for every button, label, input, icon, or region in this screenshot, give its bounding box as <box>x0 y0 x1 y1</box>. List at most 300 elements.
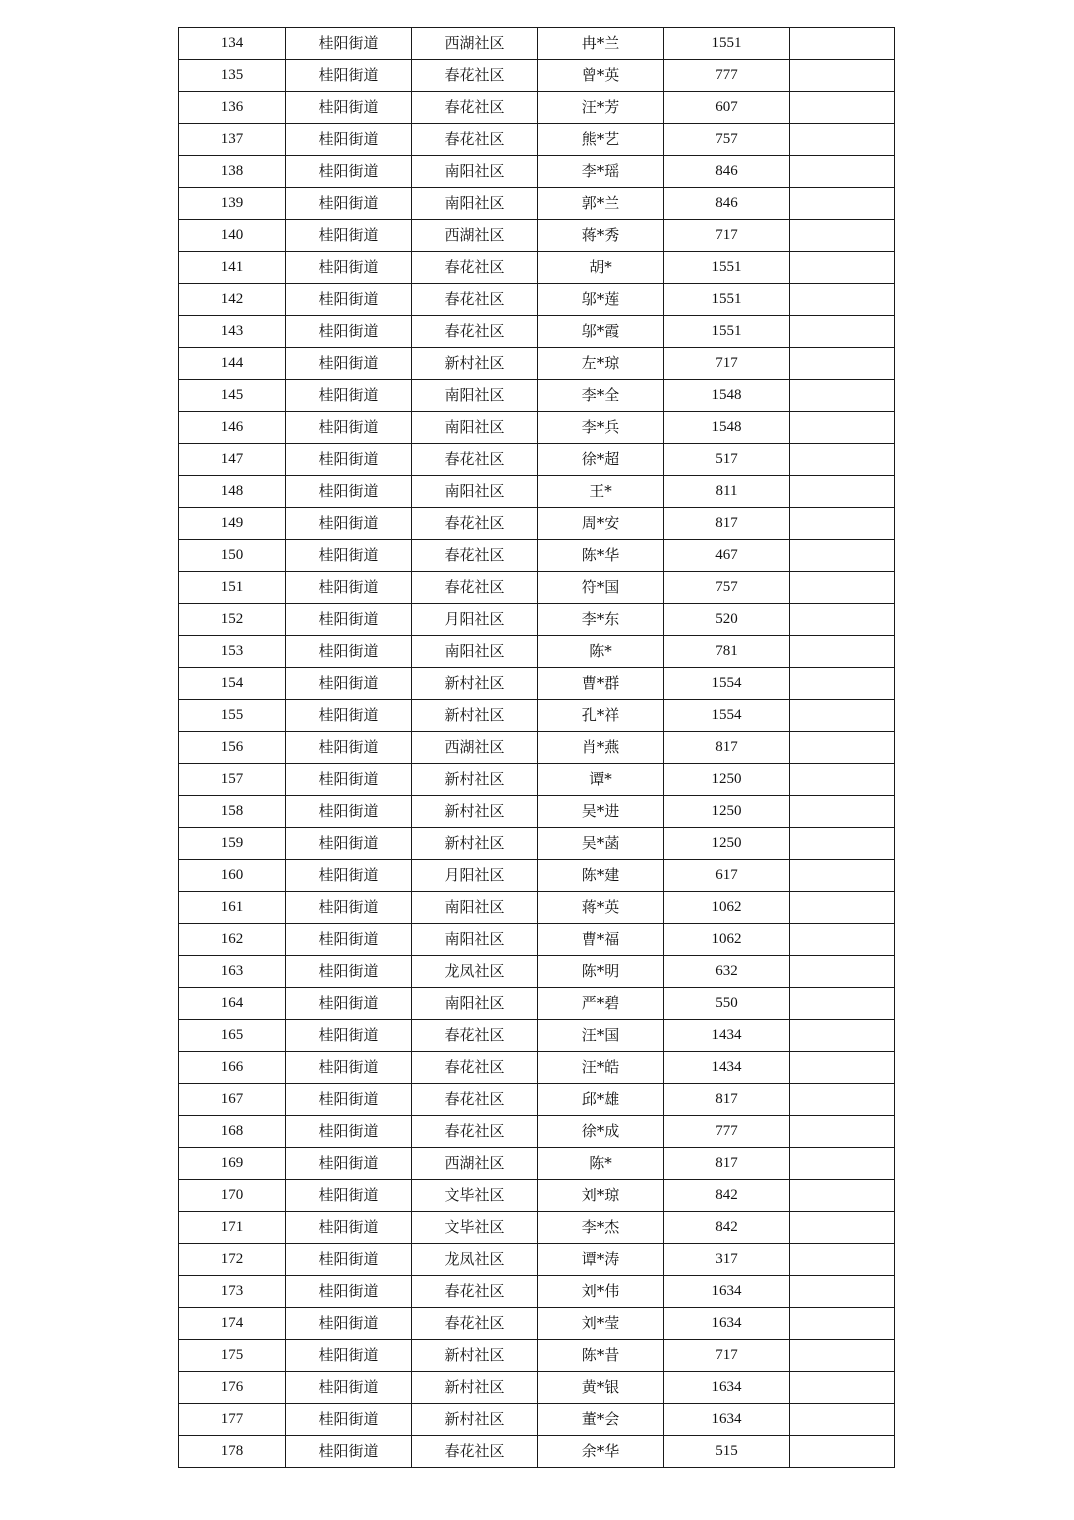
table-row <box>179 508 895 540</box>
cell-row-number: 151 <box>179 572 286 604</box>
cell-community: 春花社区 <box>412 1020 538 1052</box>
cell-name: 陈* <box>538 636 664 668</box>
cell-row-number: 150 <box>179 540 286 572</box>
cell-community: 西湖社区 <box>412 1148 538 1180</box>
cell-community: 南阳社区 <box>412 988 538 1020</box>
cell-name: 徐*超 <box>538 444 664 476</box>
cell-name: 谭* <box>538 764 664 796</box>
cell-row-number: 146 <box>179 412 286 444</box>
cell-community: 西湖社区 <box>412 220 538 252</box>
cell-amount: 781 <box>664 636 790 668</box>
cell-community: 月阳社区 <box>412 860 538 892</box>
cell-community: 西湖社区 <box>412 732 538 764</box>
cell-community: 春花社区 <box>412 1308 538 1340</box>
table-row <box>179 1436 895 1468</box>
cell-row-number: 163 <box>179 956 286 988</box>
table-row <box>179 28 895 60</box>
cell-name: 邱*雄 <box>538 1084 664 1116</box>
table-row <box>179 188 895 220</box>
table-row <box>179 476 895 508</box>
cell-row-number: 144 <box>179 348 286 380</box>
cell-street: 桂阳街道 <box>286 188 412 220</box>
cell-street: 桂阳街道 <box>286 604 412 636</box>
cell-amount: 846 <box>664 156 790 188</box>
cell-note <box>790 412 895 444</box>
cell-name: 陈*昔 <box>538 1340 664 1372</box>
cell-street: 桂阳街道 <box>286 732 412 764</box>
cell-row-number: 157 <box>179 764 286 796</box>
cell-row-number: 149 <box>179 508 286 540</box>
cell-amount: 1554 <box>664 700 790 732</box>
cell-row-number: 138 <box>179 156 286 188</box>
cell-name: 李*兵 <box>538 412 664 444</box>
cell-row-number: 158 <box>179 796 286 828</box>
cell-street: 桂阳街道 <box>286 1116 412 1148</box>
cell-amount: 1250 <box>664 796 790 828</box>
cell-row-number: 152 <box>179 604 286 636</box>
cell-community: 南阳社区 <box>412 380 538 412</box>
cell-street: 桂阳街道 <box>286 476 412 508</box>
cell-note <box>790 284 895 316</box>
cell-street: 桂阳街道 <box>286 92 412 124</box>
cell-row-number: 143 <box>179 316 286 348</box>
cell-street: 桂阳街道 <box>286 988 412 1020</box>
cell-row-number: 174 <box>179 1308 286 1340</box>
cell-street: 桂阳街道 <box>286 1052 412 1084</box>
cell-note <box>790 572 895 604</box>
cell-name: 肖*燕 <box>538 732 664 764</box>
cell-name: 严*碧 <box>538 988 664 1020</box>
cell-note <box>790 1020 895 1052</box>
cell-name: 汪*芳 <box>538 92 664 124</box>
cell-street: 桂阳街道 <box>286 764 412 796</box>
cell-name: 胡* <box>538 252 664 284</box>
cell-amount: 1554 <box>664 668 790 700</box>
cell-community: 春花社区 <box>412 572 538 604</box>
cell-community: 南阳社区 <box>412 924 538 956</box>
cell-community: 春花社区 <box>412 252 538 284</box>
cell-amount: 1250 <box>664 828 790 860</box>
cell-community: 春花社区 <box>412 1052 538 1084</box>
cell-community: 南阳社区 <box>412 476 538 508</box>
table-row <box>179 988 895 1020</box>
cell-street: 桂阳街道 <box>286 1020 412 1052</box>
cell-name: 董*会 <box>538 1404 664 1436</box>
cell-street: 桂阳街道 <box>286 924 412 956</box>
cell-street: 桂阳街道 <box>286 1404 412 1436</box>
cell-row-number: 170 <box>179 1180 286 1212</box>
cell-community: 南阳社区 <box>412 892 538 924</box>
cell-amount: 1548 <box>664 412 790 444</box>
table-row <box>179 1340 895 1372</box>
cell-community: 新村社区 <box>412 1372 538 1404</box>
cell-amount: 317 <box>664 1244 790 1276</box>
cell-street: 桂阳街道 <box>286 220 412 252</box>
cell-street: 桂阳街道 <box>286 1148 412 1180</box>
table-row <box>179 156 895 188</box>
cell-street: 桂阳街道 <box>286 860 412 892</box>
table-row <box>179 316 895 348</box>
cell-name: 孔*祥 <box>538 700 664 732</box>
cell-street: 桂阳街道 <box>286 892 412 924</box>
cell-row-number: 155 <box>179 700 286 732</box>
cell-community: 新村社区 <box>412 828 538 860</box>
cell-amount: 617 <box>664 860 790 892</box>
cell-street: 桂阳街道 <box>286 1084 412 1116</box>
cell-note <box>790 380 895 412</box>
cell-name: 蒋*英 <box>538 892 664 924</box>
cell-name: 刘*琼 <box>538 1180 664 1212</box>
table-row <box>179 732 895 764</box>
cell-note <box>790 124 895 156</box>
cell-name: 冉*兰 <box>538 28 664 60</box>
cell-amount: 467 <box>664 540 790 572</box>
cell-amount: 757 <box>664 572 790 604</box>
cell-street: 桂阳街道 <box>286 444 412 476</box>
table-row <box>179 284 895 316</box>
cell-community: 春花社区 <box>412 92 538 124</box>
cell-note <box>790 764 895 796</box>
table-row <box>179 252 895 284</box>
cell-amount: 717 <box>664 348 790 380</box>
cell-community: 南阳社区 <box>412 188 538 220</box>
cell-row-number: 139 <box>179 188 286 220</box>
table-row <box>179 380 895 412</box>
cell-street: 桂阳街道 <box>286 380 412 412</box>
cell-note <box>790 476 895 508</box>
cell-name: 刘*莹 <box>538 1308 664 1340</box>
roster-table-body <box>179 28 895 1468</box>
cell-name: 余*华 <box>538 1436 664 1468</box>
cell-community: 春花社区 <box>412 124 538 156</box>
table-row <box>179 636 895 668</box>
table-row <box>179 348 895 380</box>
cell-street: 桂阳街道 <box>286 636 412 668</box>
cell-street: 桂阳街道 <box>286 1276 412 1308</box>
cell-note <box>790 508 895 540</box>
cell-name: 汪*皓 <box>538 1052 664 1084</box>
cell-note <box>790 1084 895 1116</box>
cell-amount: 817 <box>664 732 790 764</box>
cell-row-number: 178 <box>179 1436 286 1468</box>
cell-note <box>790 1404 895 1436</box>
cell-amount: 1551 <box>664 284 790 316</box>
cell-amount: 777 <box>664 60 790 92</box>
cell-amount: 1551 <box>664 316 790 348</box>
cell-row-number: 168 <box>179 1116 286 1148</box>
table-row <box>179 540 895 572</box>
cell-note <box>790 540 895 572</box>
cell-row-number: 147 <box>179 444 286 476</box>
cell-community: 新村社区 <box>412 700 538 732</box>
cell-note <box>790 1276 895 1308</box>
cell-row-number: 145 <box>179 380 286 412</box>
cell-community: 月阳社区 <box>412 604 538 636</box>
cell-row-number: 160 <box>179 860 286 892</box>
table-row <box>179 1308 895 1340</box>
cell-name: 王* <box>538 476 664 508</box>
cell-name: 李*杰 <box>538 1212 664 1244</box>
cell-amount: 1250 <box>664 764 790 796</box>
cell-amount: 515 <box>664 1436 790 1468</box>
cell-row-number: 165 <box>179 1020 286 1052</box>
cell-street: 桂阳街道 <box>286 1372 412 1404</box>
table-row <box>179 604 895 636</box>
table-row <box>179 1372 895 1404</box>
cell-amount: 1634 <box>664 1372 790 1404</box>
table-row <box>179 412 895 444</box>
cell-note <box>790 1180 895 1212</box>
cell-amount: 1634 <box>664 1276 790 1308</box>
table-row <box>179 1212 895 1244</box>
cell-street: 桂阳街道 <box>286 1180 412 1212</box>
cell-amount: 846 <box>664 188 790 220</box>
cell-street: 桂阳街道 <box>286 796 412 828</box>
cell-amount: 817 <box>664 1148 790 1180</box>
table-row <box>179 892 895 924</box>
table-row <box>179 924 895 956</box>
cell-note <box>790 444 895 476</box>
cell-community: 龙凤社区 <box>412 956 538 988</box>
cell-note <box>790 924 895 956</box>
cell-amount: 1434 <box>664 1052 790 1084</box>
cell-note <box>790 700 895 732</box>
cell-note <box>790 1052 895 1084</box>
cell-name: 邬*莲 <box>538 284 664 316</box>
table-row <box>179 1180 895 1212</box>
cell-community: 春花社区 <box>412 316 538 348</box>
cell-street: 桂阳街道 <box>286 1244 412 1276</box>
cell-note <box>790 1148 895 1180</box>
cell-amount: 550 <box>664 988 790 1020</box>
cell-community: 春花社区 <box>412 508 538 540</box>
cell-amount: 717 <box>664 220 790 252</box>
table-row <box>179 796 895 828</box>
cell-row-number: 159 <box>179 828 286 860</box>
roster-page <box>178 27 894 1468</box>
cell-row-number: 176 <box>179 1372 286 1404</box>
cell-name: 郭*兰 <box>538 188 664 220</box>
table-row <box>179 956 895 988</box>
table-row <box>179 860 895 892</box>
cell-community: 新村社区 <box>412 1404 538 1436</box>
roster-table <box>178 27 895 1468</box>
cell-street: 桂阳街道 <box>286 668 412 700</box>
cell-note <box>790 988 895 1020</box>
cell-street: 桂阳街道 <box>286 572 412 604</box>
cell-note <box>790 796 895 828</box>
cell-amount: 842 <box>664 1212 790 1244</box>
cell-row-number: 173 <box>179 1276 286 1308</box>
cell-community: 文毕社区 <box>412 1212 538 1244</box>
cell-community: 龙凤社区 <box>412 1244 538 1276</box>
cell-note <box>790 604 895 636</box>
cell-row-number: 172 <box>179 1244 286 1276</box>
cell-street: 桂阳街道 <box>286 60 412 92</box>
table-row <box>179 444 895 476</box>
cell-name: 刘*伟 <box>538 1276 664 1308</box>
cell-name: 符*国 <box>538 572 664 604</box>
cell-note <box>790 892 895 924</box>
cell-note <box>790 1308 895 1340</box>
cell-row-number: 141 <box>179 252 286 284</box>
cell-community: 新村社区 <box>412 348 538 380</box>
cell-amount: 1634 <box>664 1308 790 1340</box>
cell-note <box>790 732 895 764</box>
cell-row-number: 162 <box>179 924 286 956</box>
cell-amount: 517 <box>664 444 790 476</box>
cell-amount: 1634 <box>664 1404 790 1436</box>
cell-community: 南阳社区 <box>412 636 538 668</box>
cell-row-number: 135 <box>179 60 286 92</box>
cell-name: 吴*进 <box>538 796 664 828</box>
cell-amount: 1551 <box>664 252 790 284</box>
cell-row-number: 148 <box>179 476 286 508</box>
cell-amount: 717 <box>664 1340 790 1372</box>
table-row <box>179 1244 895 1276</box>
cell-street: 桂阳街道 <box>286 1212 412 1244</box>
cell-community: 新村社区 <box>412 796 538 828</box>
cell-name: 左*琼 <box>538 348 664 380</box>
table-row <box>179 828 895 860</box>
cell-note <box>790 1372 895 1404</box>
cell-street: 桂阳街道 <box>286 1340 412 1372</box>
cell-community: 新村社区 <box>412 668 538 700</box>
cell-community: 春花社区 <box>412 284 538 316</box>
cell-street: 桂阳街道 <box>286 1308 412 1340</box>
table-row <box>179 1276 895 1308</box>
cell-amount: 817 <box>664 508 790 540</box>
table-row <box>179 1116 895 1148</box>
cell-amount: 607 <box>664 92 790 124</box>
cell-street: 桂阳街道 <box>286 156 412 188</box>
table-row <box>179 1020 895 1052</box>
cell-name: 邬*霞 <box>538 316 664 348</box>
cell-community: 春花社区 <box>412 444 538 476</box>
cell-row-number: 175 <box>179 1340 286 1372</box>
cell-name: 陈*明 <box>538 956 664 988</box>
cell-name: 蒋*秀 <box>538 220 664 252</box>
cell-row-number: 164 <box>179 988 286 1020</box>
cell-note <box>790 348 895 380</box>
table-row <box>179 1052 895 1084</box>
cell-community: 新村社区 <box>412 764 538 796</box>
cell-name: 陈* <box>538 1148 664 1180</box>
table-row <box>179 220 895 252</box>
cell-street: 桂阳街道 <box>286 1436 412 1468</box>
table-row <box>179 60 895 92</box>
cell-note <box>790 252 895 284</box>
cell-community: 新村社区 <box>412 1340 538 1372</box>
cell-note <box>790 636 895 668</box>
cell-community: 春花社区 <box>412 1436 538 1468</box>
cell-community: 春花社区 <box>412 540 538 572</box>
cell-name: 曾*英 <box>538 60 664 92</box>
cell-row-number: 161 <box>179 892 286 924</box>
cell-street: 桂阳街道 <box>286 828 412 860</box>
cell-community: 春花社区 <box>412 1276 538 1308</box>
cell-name: 熊*艺 <box>538 124 664 156</box>
table-row <box>179 764 895 796</box>
cell-street: 桂阳街道 <box>286 412 412 444</box>
cell-community: 南阳社区 <box>412 156 538 188</box>
table-row <box>179 124 895 156</box>
cell-row-number: 153 <box>179 636 286 668</box>
cell-note <box>790 1340 895 1372</box>
cell-note <box>790 220 895 252</box>
cell-amount: 811 <box>664 476 790 508</box>
cell-note <box>790 1116 895 1148</box>
cell-name: 陈*建 <box>538 860 664 892</box>
cell-name: 曹*群 <box>538 668 664 700</box>
cell-street: 桂阳街道 <box>286 252 412 284</box>
cell-row-number: 166 <box>179 1052 286 1084</box>
cell-street: 桂阳街道 <box>286 348 412 380</box>
cell-street: 桂阳街道 <box>286 508 412 540</box>
cell-street: 桂阳街道 <box>286 28 412 60</box>
cell-community: 南阳社区 <box>412 412 538 444</box>
cell-row-number: 177 <box>179 1404 286 1436</box>
cell-name: 李*全 <box>538 380 664 412</box>
cell-community: 春花社区 <box>412 60 538 92</box>
cell-amount: 520 <box>664 604 790 636</box>
cell-street: 桂阳街道 <box>286 124 412 156</box>
table-row <box>179 1084 895 1116</box>
cell-name: 李*瑶 <box>538 156 664 188</box>
cell-amount: 817 <box>664 1084 790 1116</box>
cell-name: 曹*福 <box>538 924 664 956</box>
cell-row-number: 169 <box>179 1148 286 1180</box>
cell-amount: 757 <box>664 124 790 156</box>
cell-street: 桂阳街道 <box>286 316 412 348</box>
cell-amount: 1548 <box>664 380 790 412</box>
cell-amount: 632 <box>664 956 790 988</box>
cell-row-number: 154 <box>179 668 286 700</box>
cell-name: 周*安 <box>538 508 664 540</box>
cell-note <box>790 828 895 860</box>
table-row <box>179 700 895 732</box>
cell-community: 春花社区 <box>412 1116 538 1148</box>
cell-note <box>790 188 895 220</box>
table-row <box>179 92 895 124</box>
cell-amount: 1062 <box>664 892 790 924</box>
cell-name: 谭*涛 <box>538 1244 664 1276</box>
cell-street: 桂阳街道 <box>286 700 412 732</box>
cell-note <box>790 92 895 124</box>
cell-note <box>790 1244 895 1276</box>
cell-row-number: 167 <box>179 1084 286 1116</box>
cell-row-number: 134 <box>179 28 286 60</box>
cell-row-number: 137 <box>179 124 286 156</box>
cell-note <box>790 956 895 988</box>
cell-note <box>790 668 895 700</box>
cell-name: 黄*银 <box>538 1372 664 1404</box>
cell-name: 汪*国 <box>538 1020 664 1052</box>
table-row <box>179 668 895 700</box>
cell-note <box>790 1436 895 1468</box>
cell-amount: 777 <box>664 1116 790 1148</box>
cell-street: 桂阳街道 <box>286 540 412 572</box>
cell-community: 西湖社区 <box>412 28 538 60</box>
cell-note <box>790 156 895 188</box>
cell-amount: 1551 <box>664 28 790 60</box>
cell-row-number: 156 <box>179 732 286 764</box>
table-row <box>179 1148 895 1180</box>
cell-name: 吴*菡 <box>538 828 664 860</box>
cell-note <box>790 860 895 892</box>
cell-note <box>790 60 895 92</box>
cell-community: 春花社区 <box>412 1084 538 1116</box>
